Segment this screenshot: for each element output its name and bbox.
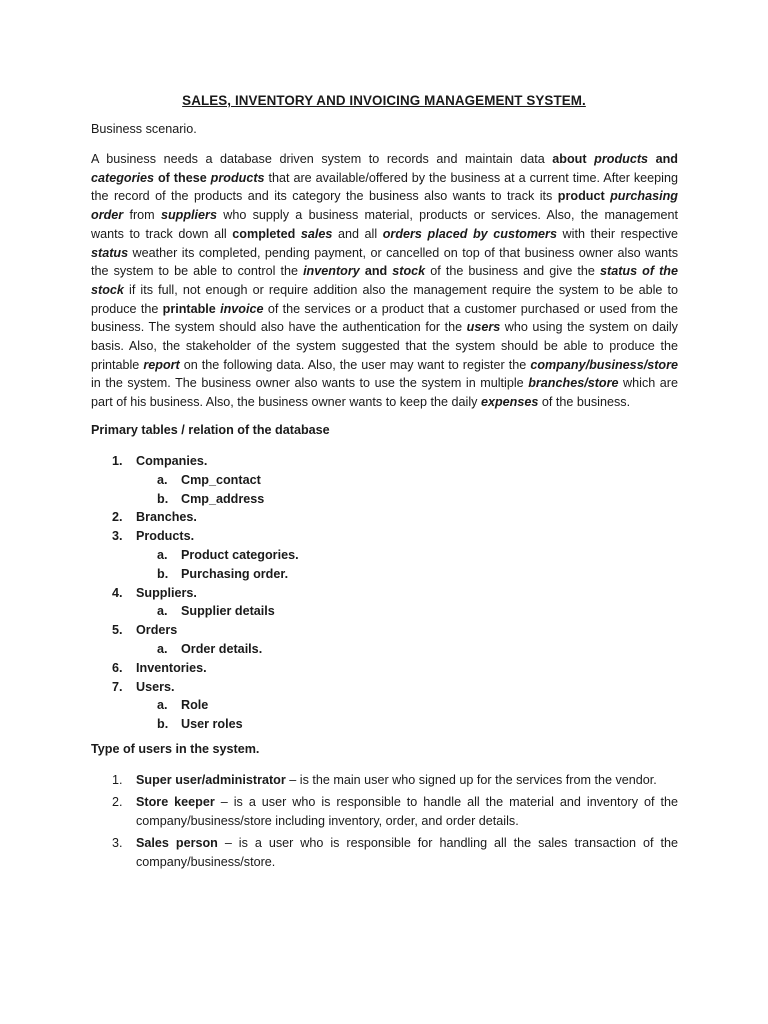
- list-label: Inventories.: [136, 660, 207, 675]
- user-type-item: [0, 834, 678, 872]
- paragraph-segment: of these: [154, 170, 211, 185]
- user-type-description: – is a user who is responsible to handle all the material and inventory of the company/business/store including inventory, order, and order details.: [136, 795, 678, 828]
- paragraph-segment: suppliers: [160, 208, 217, 223]
- paragraph-segment: products: [594, 152, 649, 166]
- list-label: Purchasing order.: [181, 566, 289, 581]
- list-label: Role: [181, 698, 209, 713]
- tables-heading: Primary tables / relation of the database: [91, 423, 330, 437]
- list-number: a.: [157, 547, 168, 562]
- list-label: Cmp_address: [181, 491, 265, 506]
- paragraph-segment: inventory: [303, 264, 360, 279]
- paragraph-segment: products: [210, 170, 265, 185]
- user-type-name: Sales person: [136, 836, 218, 850]
- paragraph-segment: A business needs a database driven system to records and maintain data: [91, 152, 553, 166]
- list-label: Companies.: [136, 454, 208, 468]
- user-type-description: – is a user who is responsible for handling all the sales transaction of the company/business/store.: [136, 836, 678, 869]
- paragraph-segment: printable: [162, 301, 221, 316]
- paragraph-segment: of the business.: [538, 395, 631, 410]
- paragraph-segment: categories: [91, 170, 154, 185]
- list-number: a.: [157, 698, 168, 713]
- user-type-text: [136, 771, 678, 790]
- paragraph-segment: in the system. The business owner also wants to use the system in multiple: [91, 376, 529, 391]
- user-type-description: – is the main user who signed up for the services from the vendor.: [285, 773, 657, 787]
- list-number: b.: [157, 717, 169, 732]
- list-number: b.: [157, 491, 169, 506]
- list-number: 1.: [112, 454, 123, 468]
- list-label: Cmp_contact: [181, 472, 261, 487]
- paragraph-segment: users: [466, 320, 501, 335]
- list-number: 2.: [112, 510, 123, 525]
- list-label: Suppliers.: [136, 585, 197, 600]
- paragraph-segment: and: [359, 264, 393, 279]
- paragraph-segment: if its full, not enough or require addition also the management require the system to be able to produce the: [91, 282, 678, 316]
- paragraph-segment: on the following data. Also, the user may want to register the: [179, 357, 531, 372]
- list-label: Branches.: [136, 510, 197, 525]
- list-number: 1.: [112, 773, 123, 787]
- user-types-list: [0, 771, 678, 875]
- user-type-name: Super user/administrator: [136, 773, 286, 787]
- user-type-text: [136, 793, 678, 831]
- paragraph-segment: weather its completed, pending payment, or cancelled on top of that business owner also wants the system to be able to control the: [91, 245, 678, 279]
- paragraph-segment: status of the stock: [91, 264, 679, 297]
- paragraph-segment: sales: [300, 226, 333, 241]
- list-number: 6.: [112, 660, 123, 675]
- paragraph-segment: that are available/offered by the business at a current time. After keeping the record of the products and its category the business also wants to track its: [91, 170, 678, 204]
- paragraph-segment: purchasing order: [91, 189, 678, 223]
- user-type-text: [136, 834, 678, 872]
- user-type-item: [0, 793, 678, 831]
- list-number: b.: [157, 566, 169, 581]
- paragraph-segment: stock: [392, 264, 426, 279]
- paragraph-segment: and all: [332, 226, 383, 241]
- paragraph-segment: report: [143, 357, 180, 372]
- business-scenario-paragraph: [91, 150, 678, 412]
- paragraph-segment: invoice: [220, 301, 264, 316]
- paragraph-segment: expenses: [480, 395, 539, 410]
- paragraph-segment: of the services or a product that a customer purchased or used from the business. The system should also have the authentication for the: [91, 301, 678, 335]
- list-label: Order details.: [181, 641, 263, 656]
- paragraph-segment: about: [552, 152, 595, 166]
- list-label: Orders: [136, 623, 178, 638]
- list-number: 5.: [112, 623, 123, 638]
- paragraph-segment: product: [557, 189, 611, 204]
- list-number: 3.: [112, 836, 123, 850]
- list-label: Products.: [136, 529, 195, 544]
- user-type-name: Store keeper: [136, 795, 215, 809]
- list-label: Users.: [136, 679, 175, 694]
- user-type-item: [0, 771, 678, 790]
- paragraph-segment: who using the system on daily basis. Also, the stakeholder of the system suggested that the system should be able to produce the printable: [91, 320, 678, 372]
- paragraph-segment: branches/store: [528, 376, 619, 391]
- list-label: User roles: [181, 717, 243, 732]
- list-number: a.: [157, 604, 168, 619]
- list-number: a.: [157, 472, 168, 487]
- list-number: a.: [157, 641, 168, 656]
- paragraph-segment: from: [123, 208, 161, 223]
- paragraph-segment: and: [648, 152, 678, 166]
- paragraph-segment: with their respective: [556, 226, 678, 241]
- list-label: Supplier details: [181, 604, 275, 619]
- document-title: SALES, INVENTORY AND INVOICING MANAGEMENT SYSTEM.: [182, 93, 586, 108]
- paragraph-segment: of the business and give the: [425, 264, 600, 279]
- list-number: 3.: [112, 529, 123, 544]
- list-number: 2.: [112, 795, 123, 809]
- paragraph-segment: status: [91, 245, 129, 260]
- paragraph-segment: completed: [232, 226, 301, 241]
- paragraph-segment: orders placed by customers: [382, 226, 557, 241]
- users-heading: Type of users in the system.: [91, 742, 260, 756]
- list-number: 4.: [112, 585, 123, 600]
- paragraph-segment: company/business/store: [530, 357, 678, 372]
- paragraph-segment: who supply a business material, products or services. Also, the management wants to track down all: [91, 208, 679, 241]
- list-number: 7.: [112, 679, 123, 694]
- paragraph-segment: which are part of his business. Also, the business owner wants to keep the daily: [91, 376, 678, 410]
- section-label-business-scenario: Business scenario.: [91, 122, 197, 136]
- list-label: Product categories.: [181, 547, 299, 562]
